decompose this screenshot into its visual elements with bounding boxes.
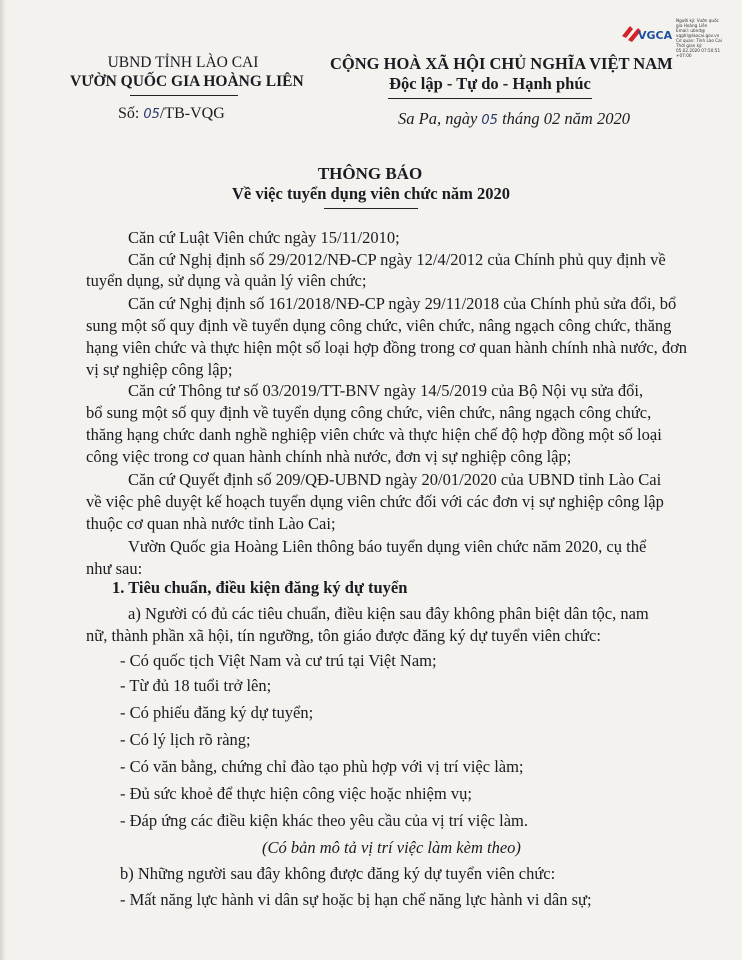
national-title: CỘNG HOÀ XÃ HỘI CHỦ NGHĨA VIỆT NAM: [330, 54, 673, 73]
list-item: - Mất năng lực hành vi dân sự hoặc bị hạn chế năng lực hành vi dân sự;: [120, 890, 592, 909]
document-number: [118, 105, 225, 123]
motto-underline: [388, 98, 592, 99]
signature-line: Email: ubnd@: [676, 28, 706, 33]
list-item: - Có phiếu đăng ký dự tuyển;: [120, 703, 314, 722]
org-name: VƯỜN QUỐC GIA HOÀNG LIÊN: [70, 73, 304, 90]
paragraph-line: thăng hạng chức danh nghề nghiệp viên chức và thực hiện chế độ hợp đồng một số loại: [86, 425, 662, 444]
paragraph-line: thuộc cơ quan nhà nước tỉnh Lào Cai;: [86, 514, 336, 533]
section-heading: 1. Tiêu chuẩn, điều kiện đăng ký dự tuyển: [112, 578, 408, 597]
date-handwritten: 05: [481, 113, 498, 128]
number-suffix: /TB-VQG: [159, 105, 225, 122]
signature-line: vqghl@laocai.gov.vn: [676, 33, 720, 38]
document-subtitle: Về việc tuyển dụng viên chức năm 2020: [231, 184, 511, 203]
note-text: (Có bản mô tả vị trí việc làm kèm theo): [262, 838, 521, 857]
document-date: [398, 109, 630, 129]
list-item: - Đủ sức khoẻ để thực hiện công việc hoặc nhiệm vụ;: [120, 784, 472, 803]
signature-line: gia Hoàng Liên: [676, 23, 708, 28]
list-item: - Đáp ứng các điều kiện khác theo yêu cầu của vị trí việc làm.: [120, 811, 528, 830]
list-item: - Có văn bằng, chứng chỉ đào tạo phù hợp với vị trí việc làm;: [120, 757, 524, 776]
paragraph-line: như sau:: [86, 559, 143, 578]
paragraph-line: bổ sung một số quy định về tuyển dụng công chức, viên chức, nâng ngạch công chức,: [86, 403, 652, 422]
title-underline: [324, 208, 418, 209]
signature-line: Người ký: Vườn quốc: [676, 18, 719, 23]
org-underline: [130, 95, 238, 96]
date-prefix: Sa Pa, ngày: [398, 109, 478, 128]
list-item: - Có lý lịch rõ ràng;: [120, 730, 251, 749]
paragraph-line: Căn cứ Nghị định số 29/2012/NĐ-CP ngày 12/4/2012 của Chính phủ quy định về: [128, 250, 666, 269]
paragraph-line: a) Người có đủ các tiêu chuẩn, điều kiện sau đây không phân biệt dân tộc, nam: [128, 604, 649, 623]
signature-line: Cơ quan: Tỉnh Lào Cai: [676, 38, 722, 43]
signature-line: Thời gian ký:: [676, 43, 703, 48]
org-parent: UBND TỈNH LÀO CAI: [107, 54, 259, 71]
vgca-logo-icon: [620, 22, 672, 44]
vgca-logo-text: VGCA: [638, 29, 672, 42]
document-title: THÔNG BÁO: [317, 164, 423, 183]
list-item: - Có quốc tịch Việt Nam và cư trú tại Việt Nam;: [120, 651, 437, 670]
national-motto: Độc lập - Tự do - Hạnh phúc: [389, 74, 591, 93]
scan-edge-shadow: [0, 0, 6, 960]
paragraph-line: Căn cứ Thông tư số 03/2019/TT-BNV ngày 14/5/2019 của Bộ Nội vụ sửa đổi,: [128, 381, 644, 400]
number-handwritten: 05: [143, 107, 160, 122]
paragraph-line: b) Những người sau đây không được đăng ký dự tuyển viên chức:: [120, 864, 556, 883]
list-item: - Từ đủ 18 tuổi trở lên;: [120, 676, 272, 695]
paragraph-line: Căn cứ Quyết định số 209/QĐ-UBND ngày 20/01/2020 của UBND tỉnh Lào Cai: [128, 470, 662, 489]
signature-line: 05.02.2020 07:50:51: [676, 48, 721, 53]
paragraph-line: nữ, thành phần xã hội, tín ngưỡng, tôn giáo được đăng ký dự tuyển viên chức:: [86, 626, 601, 645]
paragraph-line: Vườn Quốc gia Hoàng Liên thông báo tuyển dụng viên chức năm 2020, cụ thể: [128, 537, 647, 556]
paragraph-line: sung một số quy định về tuyển dụng công chức, viên chức, nâng ngạch công chức, thăng: [86, 316, 672, 335]
digital-signature-info: [676, 18, 736, 58]
number-prefix: Số:: [118, 105, 140, 122]
paragraph-line: vị sự nghiệp công lập;: [86, 360, 233, 379]
paragraph-line: tuyển dụng, sử dụng và quản lý viên chức;: [86, 271, 367, 290]
paragraph-line: Căn cứ Nghị định số 161/2018/NĐ-CP ngày 29/11/2018 của Chính phủ sửa đổi, bổ: [128, 294, 677, 313]
paragraph-line: hạng viên chức và thực hiện một số loại hợp đồng trong cơ quan hành chính nhà nước, đơn: [86, 338, 688, 357]
date-suffix: tháng 02 năm 2020: [502, 109, 630, 128]
paragraph-line: công việc trong cơ quan hành chính nhà nước, đơn vị sự nghiệp công lập;: [86, 447, 572, 466]
paragraph-line: về việc phê duyệt kế hoạch tuyển dụng viên chức đối với các đơn vị sự nghiệp công lập: [86, 492, 664, 511]
signature-line: +07:00: [676, 53, 692, 58]
paragraph-line: Căn cứ Luật Viên chức ngày 15/11/2010;: [128, 228, 400, 247]
